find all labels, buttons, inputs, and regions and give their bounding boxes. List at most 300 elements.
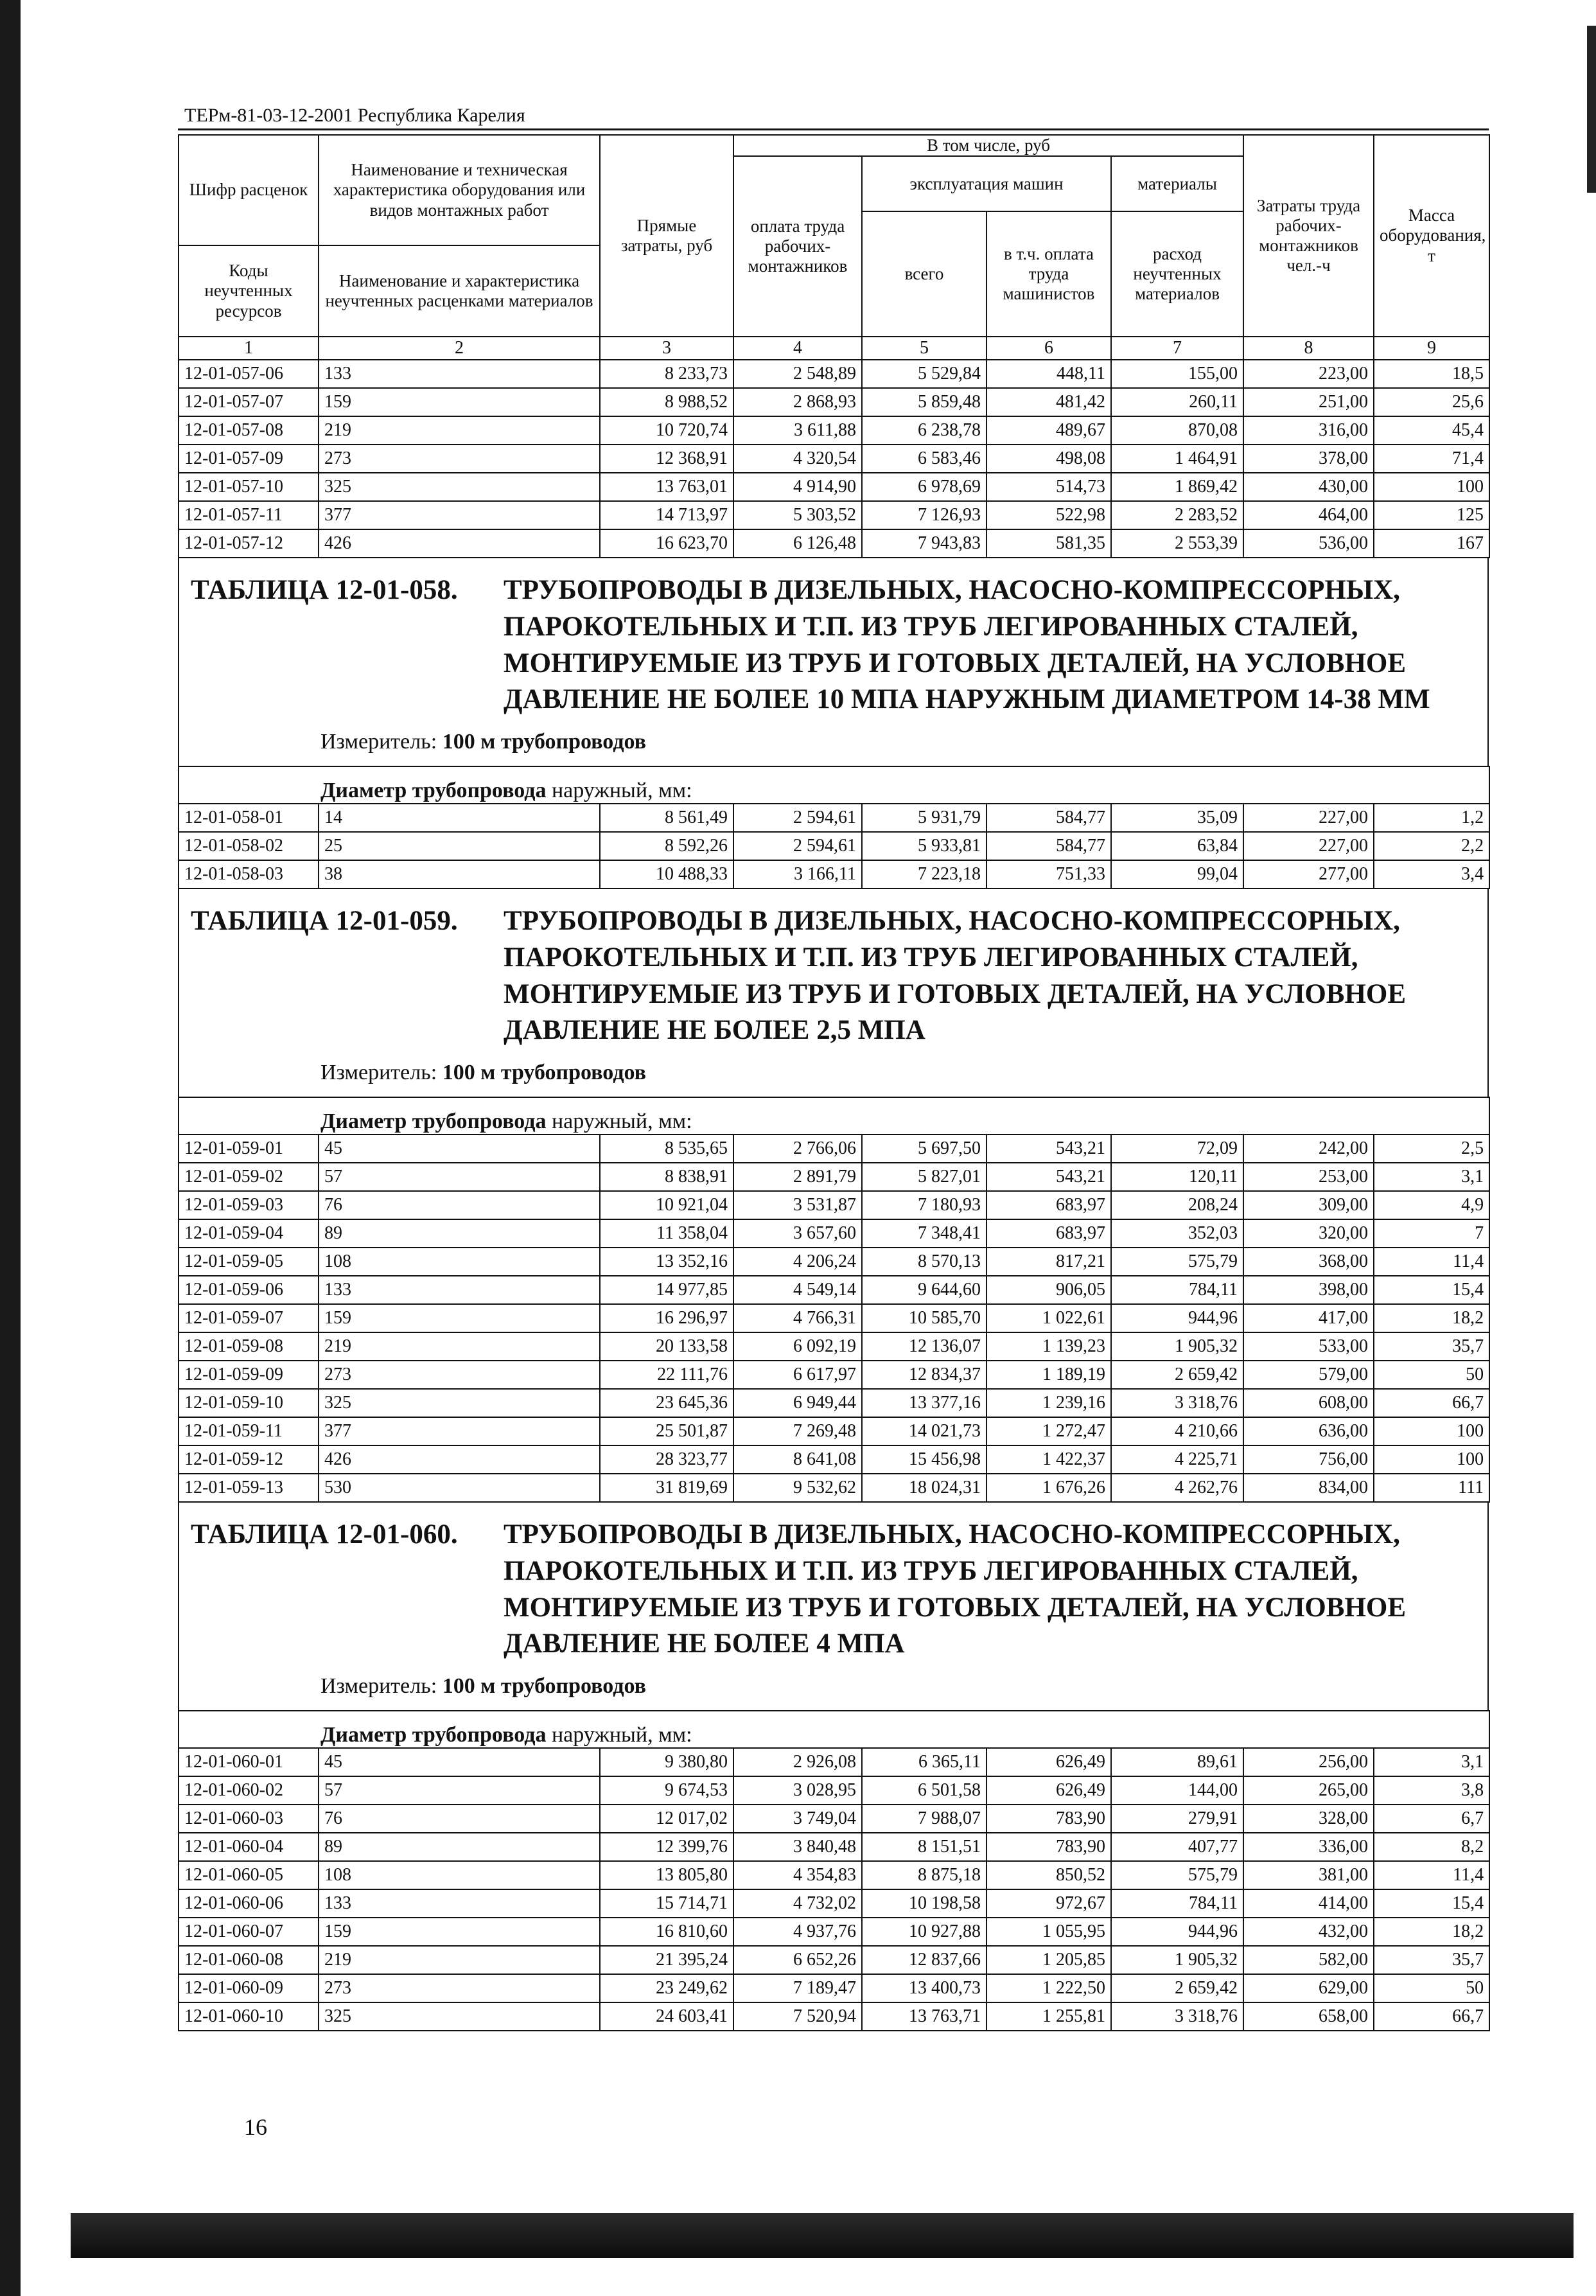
value-cell: 5 827,01 bbox=[862, 1163, 987, 1191]
value-cell: 5 303,52 bbox=[733, 501, 862, 529]
diameter-cell: 325 bbox=[319, 2002, 600, 2031]
value-cell: 1 139,23 bbox=[987, 1332, 1111, 1361]
table-row bbox=[179, 388, 1489, 416]
value-cell: 8 592,26 bbox=[600, 832, 733, 860]
rates-table-057 bbox=[178, 134, 1490, 558]
value-cell: 24 603,41 bbox=[600, 2002, 733, 2031]
table-row bbox=[179, 1417, 1489, 1445]
diameter-cell: 273 bbox=[319, 1361, 600, 1389]
value-cell: 66,7 bbox=[1374, 2002, 1489, 2031]
header-name: Наименование и техническая характеристика оборудования или видов монтажных работ bbox=[319, 135, 600, 245]
diameter-cell: 273 bbox=[319, 1974, 600, 2002]
value-cell: 9 380,80 bbox=[600, 1748, 733, 1776]
table-row bbox=[179, 832, 1489, 860]
header-worker-pay: оплата труда рабочих-монтажников bbox=[733, 156, 862, 337]
table-row bbox=[179, 860, 1489, 888]
diameter-cell: 76 bbox=[319, 1805, 600, 1833]
value-cell: 414,00 bbox=[1243, 1889, 1374, 1918]
value-cell: 378,00 bbox=[1243, 445, 1374, 473]
value-cell: 13 352,16 bbox=[600, 1248, 733, 1276]
value-cell: 7 348,41 bbox=[862, 1219, 987, 1248]
value-cell: 16 810,60 bbox=[600, 1918, 733, 1946]
page-number: 16 bbox=[244, 2114, 267, 2140]
table-row bbox=[179, 1163, 1489, 1191]
value-cell: 23 249,62 bbox=[600, 1974, 733, 2002]
header-group-machines: эксплуатация машин bbox=[862, 156, 1111, 211]
value-cell: 4 914,90 bbox=[733, 473, 862, 501]
diameter-cell: 273 bbox=[319, 445, 600, 473]
value-cell: 608,00 bbox=[1243, 1389, 1374, 1417]
value-cell: 784,11 bbox=[1111, 1276, 1243, 1304]
value-cell: 28 323,77 bbox=[600, 1445, 733, 1474]
table-row bbox=[179, 1474, 1489, 1502]
value-cell: 13 763,71 bbox=[862, 2002, 987, 2031]
value-cell: 5 931,79 bbox=[862, 804, 987, 832]
value-cell: 7 189,47 bbox=[733, 1974, 862, 2002]
value-cell: 9 674,53 bbox=[600, 1776, 733, 1805]
rate-code: 12-01-059-05 bbox=[179, 1248, 319, 1276]
rate-code: 12-01-060-09 bbox=[179, 1974, 319, 2002]
value-cell: 14 713,97 bbox=[600, 501, 733, 529]
table-row bbox=[179, 1861, 1489, 1889]
diameter-cell: 377 bbox=[319, 501, 600, 529]
value-cell: 1 905,32 bbox=[1111, 1332, 1243, 1361]
value-cell: 417,00 bbox=[1243, 1304, 1374, 1332]
value-cell: 430,00 bbox=[1243, 473, 1374, 501]
value-cell: 3,4 bbox=[1374, 860, 1489, 888]
rate-code: 12-01-057-08 bbox=[179, 416, 319, 445]
rate-code: 12-01-057-09 bbox=[179, 445, 319, 473]
value-cell: 14 021,73 bbox=[862, 1417, 987, 1445]
value-cell: 279,91 bbox=[1111, 1805, 1243, 1833]
value-cell: 25 501,87 bbox=[600, 1417, 733, 1445]
value-cell: 7 223,18 bbox=[862, 860, 987, 888]
value-cell: 3 749,04 bbox=[733, 1805, 862, 1833]
diameter-cell: 38 bbox=[319, 860, 600, 888]
header-resource-codes: Коды неучтенных ресурсов bbox=[179, 245, 319, 337]
header-equipment-mass: Масса оборудования, т bbox=[1374, 135, 1489, 337]
diameter-cell: 530 bbox=[319, 1474, 600, 1502]
value-cell: 464,00 bbox=[1243, 501, 1374, 529]
value-cell: 144,00 bbox=[1111, 1776, 1243, 1805]
table-row bbox=[179, 1946, 1489, 1974]
rates-table-060 bbox=[178, 1710, 1490, 2031]
rate-code: 12-01-060-06 bbox=[179, 1889, 319, 1918]
value-cell: 1 869,42 bbox=[1111, 473, 1243, 501]
value-cell: 2 868,93 bbox=[733, 388, 862, 416]
diameter-cell: 133 bbox=[319, 1276, 600, 1304]
header-materials-usage: расход неучтенных материалов bbox=[1111, 211, 1243, 337]
value-cell: 756,00 bbox=[1243, 1445, 1374, 1474]
value-cell: 50 bbox=[1374, 1361, 1489, 1389]
rates-table-059 bbox=[178, 1097, 1490, 1503]
table-058-title: ТРУБОПРОВОДЫ В ДИЗЕЛЬНЫХ, НАСОСНО-КОМПРЕССОРНЫХ, ПАРОКОТЕЛЬНЫХ И Т.П. ИЗ ТРУБ ЛЕГИРОВАННЫХ СТАЛЕЙ, МОНТИРУЕМЫЕ ИЗ ТРУБ И ГОТОВЫХ ДЕТАЛЕЙ, НА УСЛОВНОЕ ДАВЛЕНИЕ НЕ БОЛЕЕ 10 МПА НАРУЖНЫМ ДИАМЕТРОМ 14-38 ММ bbox=[504, 575, 1430, 715]
value-cell: 629,00 bbox=[1243, 1974, 1374, 2002]
table-row bbox=[179, 1248, 1489, 1276]
rate-code: 12-01-059-04 bbox=[179, 1219, 319, 1248]
value-cell: 6 365,11 bbox=[862, 1748, 987, 1776]
diameter-cell: 426 bbox=[319, 529, 600, 558]
value-cell: 18,2 bbox=[1374, 1918, 1489, 1946]
value-cell: 10 927,88 bbox=[862, 1918, 987, 1946]
rate-code: 12-01-059-07 bbox=[179, 1304, 319, 1332]
table-060-measure: Измеритель: 100 м трубопроводов bbox=[320, 1674, 647, 1698]
value-cell: 5 697,50 bbox=[862, 1135, 987, 1163]
rate-code: 12-01-060-10 bbox=[179, 2002, 319, 2031]
value-cell: 514,73 bbox=[987, 473, 1111, 501]
value-cell: 2 891,79 bbox=[733, 1163, 862, 1191]
table-row bbox=[179, 1445, 1489, 1474]
value-cell: 256,00 bbox=[1243, 1748, 1374, 1776]
value-cell: 683,97 bbox=[987, 1219, 1111, 1248]
rate-code: 12-01-059-10 bbox=[179, 1389, 319, 1417]
value-cell: 15 714,71 bbox=[600, 1889, 733, 1918]
value-cell: 489,67 bbox=[987, 416, 1111, 445]
value-cell: 13 400,73 bbox=[862, 1974, 987, 2002]
value-cell: 12 368,91 bbox=[600, 445, 733, 473]
value-cell: 1 422,37 bbox=[987, 1445, 1111, 1474]
table-row bbox=[179, 1776, 1489, 1805]
value-cell: 3 840,48 bbox=[733, 1833, 862, 1861]
value-cell: 1 255,81 bbox=[987, 2002, 1111, 2031]
value-cell: 227,00 bbox=[1243, 804, 1374, 832]
value-cell: 2 659,42 bbox=[1111, 1974, 1243, 2002]
rate-code: 12-01-059-02 bbox=[179, 1163, 319, 1191]
value-cell: 3 531,87 bbox=[733, 1191, 862, 1219]
rate-code: 12-01-058-02 bbox=[179, 832, 319, 860]
value-cell: 7 269,48 bbox=[733, 1417, 862, 1445]
diameter-cell: 25 bbox=[319, 832, 600, 860]
value-cell: 89,61 bbox=[1111, 1748, 1243, 1776]
table-row bbox=[179, 1389, 1489, 1417]
value-cell: 2 659,42 bbox=[1111, 1361, 1243, 1389]
table-row bbox=[179, 1918, 1489, 1946]
value-cell: 1,2 bbox=[1374, 804, 1489, 832]
table-row bbox=[179, 501, 1489, 529]
value-cell: 100 bbox=[1374, 1417, 1489, 1445]
value-cell: 1 205,85 bbox=[987, 1946, 1111, 1974]
value-cell: 8 570,13 bbox=[862, 1248, 987, 1276]
value-cell: 944,96 bbox=[1111, 1304, 1243, 1332]
value-cell: 6 583,46 bbox=[862, 445, 987, 473]
rate-code: 12-01-058-03 bbox=[179, 860, 319, 888]
value-cell: 7 180,93 bbox=[862, 1191, 987, 1219]
value-cell: 4 354,83 bbox=[733, 1861, 862, 1889]
value-cell: 63,84 bbox=[1111, 832, 1243, 860]
value-cell: 155,00 bbox=[1111, 360, 1243, 388]
rate-code: 12-01-059-03 bbox=[179, 1191, 319, 1219]
value-cell: 4 732,02 bbox=[733, 1889, 862, 1918]
value-cell: 4 320,54 bbox=[733, 445, 862, 473]
value-cell: 4 225,71 bbox=[1111, 1445, 1243, 1474]
table-row bbox=[179, 1332, 1489, 1361]
value-cell: 3,8 bbox=[1374, 1776, 1489, 1805]
diameter-cell: 219 bbox=[319, 1946, 600, 1974]
column-index-row: 1 2 3 4 5 6 7 8 9 bbox=[179, 337, 1489, 360]
diameter-cell: 108 bbox=[319, 1861, 600, 1889]
value-cell: 6,7 bbox=[1374, 1805, 1489, 1833]
value-cell: 1 239,16 bbox=[987, 1389, 1111, 1417]
table-row bbox=[179, 1974, 1489, 2002]
value-cell: 120,11 bbox=[1111, 1163, 1243, 1191]
value-cell: 242,00 bbox=[1243, 1135, 1374, 1163]
value-cell: 906,05 bbox=[987, 1276, 1111, 1304]
value-cell: 3 318,76 bbox=[1111, 1389, 1243, 1417]
table-059-diameter-heading: Диаметр трубопровода наружный, мм: bbox=[179, 1097, 1489, 1135]
value-cell: 870,08 bbox=[1111, 416, 1243, 445]
value-cell: 72,09 bbox=[1111, 1135, 1243, 1163]
diameter-cell: 45 bbox=[319, 1135, 600, 1163]
value-cell: 4 206,24 bbox=[733, 1248, 862, 1276]
value-cell: 4,9 bbox=[1374, 1191, 1489, 1219]
value-cell: 7 bbox=[1374, 1219, 1489, 1248]
table-059-label: ТАБЛИЦА 12-01-059. bbox=[191, 906, 458, 936]
value-cell: 100 bbox=[1374, 473, 1489, 501]
value-cell: 626,49 bbox=[987, 1776, 1111, 1805]
scan-edge-bottom bbox=[71, 2213, 1574, 2258]
value-cell: 8 561,49 bbox=[600, 804, 733, 832]
value-cell: 10 585,70 bbox=[862, 1304, 987, 1332]
table-060-diameter-heading: Диаметр трубопровода наружный, мм: bbox=[179, 1711, 1489, 1748]
diameter-cell: 57 bbox=[319, 1163, 600, 1191]
rate-code: 12-01-060-01 bbox=[179, 1748, 319, 1776]
value-cell: 683,97 bbox=[987, 1191, 1111, 1219]
value-cell: 35,7 bbox=[1374, 1946, 1489, 1974]
value-cell: 2 553,39 bbox=[1111, 529, 1243, 558]
value-cell: 10 488,33 bbox=[600, 860, 733, 888]
value-cell: 2 283,52 bbox=[1111, 501, 1243, 529]
rate-code: 12-01-060-02 bbox=[179, 1776, 319, 1805]
value-cell: 5 529,84 bbox=[862, 360, 987, 388]
value-cell: 584,77 bbox=[987, 804, 1111, 832]
value-cell: 972,67 bbox=[987, 1889, 1111, 1918]
value-cell: 4 766,31 bbox=[733, 1304, 862, 1332]
value-cell: 265,00 bbox=[1243, 1776, 1374, 1805]
value-cell: 71,4 bbox=[1374, 445, 1489, 473]
value-cell: 1 022,61 bbox=[987, 1304, 1111, 1332]
value-cell: 14 977,85 bbox=[600, 1276, 733, 1304]
rate-code: 12-01-059-13 bbox=[179, 1474, 319, 1502]
value-cell: 448,11 bbox=[987, 360, 1111, 388]
value-cell: 575,79 bbox=[1111, 1248, 1243, 1276]
value-cell: 260,11 bbox=[1111, 388, 1243, 416]
diameter-cell: 133 bbox=[319, 360, 600, 388]
value-cell: 636,00 bbox=[1243, 1417, 1374, 1445]
table-060-title-block bbox=[178, 1503, 1489, 1710]
value-cell: 4 937,76 bbox=[733, 1918, 862, 1946]
value-cell: 15,4 bbox=[1374, 1889, 1489, 1918]
rates-table-058 bbox=[178, 766, 1490, 889]
value-cell: 3 318,76 bbox=[1111, 2002, 1243, 2031]
table-row bbox=[179, 1833, 1489, 1861]
table-row bbox=[179, 360, 1489, 388]
value-cell: 944,96 bbox=[1111, 1918, 1243, 1946]
value-cell: 2,2 bbox=[1374, 832, 1489, 860]
value-cell: 2 926,08 bbox=[733, 1748, 862, 1776]
table-row bbox=[179, 2002, 1489, 2031]
scan-edge-left bbox=[0, 0, 21, 2296]
value-cell: 336,00 bbox=[1243, 1833, 1374, 1861]
table-row bbox=[179, 416, 1489, 445]
value-cell: 8 641,08 bbox=[733, 1445, 862, 1474]
value-cell: 12 136,07 bbox=[862, 1332, 987, 1361]
rate-code: 12-01-059-01 bbox=[179, 1135, 319, 1163]
value-cell: 13 377,16 bbox=[862, 1389, 987, 1417]
value-cell: 125 bbox=[1374, 501, 1489, 529]
value-cell: 11 358,04 bbox=[600, 1219, 733, 1248]
value-cell: 4 210,66 bbox=[1111, 1417, 1243, 1445]
value-cell: 4 262,76 bbox=[1111, 1474, 1243, 1502]
table-058-title-block bbox=[178, 558, 1489, 766]
table-row bbox=[179, 1219, 1489, 1248]
value-cell: 22 111,76 bbox=[600, 1361, 733, 1389]
value-cell: 658,00 bbox=[1243, 2002, 1374, 2031]
table-row bbox=[179, 1135, 1489, 1163]
value-cell: 9 644,60 bbox=[862, 1276, 987, 1304]
header-labor-hours: Затраты труда рабочих-монтажников чел.-ч bbox=[1243, 135, 1374, 337]
value-cell: 481,42 bbox=[987, 388, 1111, 416]
rate-code: 12-01-059-06 bbox=[179, 1276, 319, 1304]
rate-code: 12-01-057-06 bbox=[179, 360, 319, 388]
value-cell: 8 988,52 bbox=[600, 388, 733, 416]
value-cell: 18,2 bbox=[1374, 1304, 1489, 1332]
value-cell: 35,7 bbox=[1374, 1332, 1489, 1361]
value-cell: 320,00 bbox=[1243, 1219, 1374, 1248]
value-cell: 368,00 bbox=[1243, 1248, 1374, 1276]
value-cell: 111 bbox=[1374, 1474, 1489, 1502]
value-cell: 10 198,58 bbox=[862, 1889, 987, 1918]
value-cell: 11,4 bbox=[1374, 1861, 1489, 1889]
value-cell: 1 464,91 bbox=[1111, 445, 1243, 473]
table-row bbox=[179, 804, 1489, 832]
rate-code: 12-01-060-04 bbox=[179, 1833, 319, 1861]
value-cell: 1 676,26 bbox=[987, 1474, 1111, 1502]
header-group-including: В том числе, руб bbox=[733, 135, 1243, 156]
value-cell: 5 859,48 bbox=[862, 388, 987, 416]
value-cell: 1 055,95 bbox=[987, 1918, 1111, 1946]
value-cell: 66,7 bbox=[1374, 1389, 1489, 1417]
value-cell: 1 189,19 bbox=[987, 1361, 1111, 1389]
value-cell: 31 819,69 bbox=[600, 1474, 733, 1502]
value-cell: 328,00 bbox=[1243, 1805, 1374, 1833]
rate-code: 12-01-058-01 bbox=[179, 804, 319, 832]
value-cell: 575,79 bbox=[1111, 1861, 1243, 1889]
rate-code: 12-01-060-05 bbox=[179, 1861, 319, 1889]
rate-code: 12-01-059-11 bbox=[179, 1417, 319, 1445]
value-cell: 23 645,36 bbox=[600, 1389, 733, 1417]
value-cell: 579,00 bbox=[1243, 1361, 1374, 1389]
value-cell: 3 657,60 bbox=[733, 1219, 862, 1248]
value-cell: 834,00 bbox=[1243, 1474, 1374, 1502]
value-cell: 6 501,58 bbox=[862, 1776, 987, 1805]
rate-code: 12-01-057-07 bbox=[179, 388, 319, 416]
value-cell: 6 617,97 bbox=[733, 1361, 862, 1389]
diameter-cell: 133 bbox=[319, 1889, 600, 1918]
table-row bbox=[179, 445, 1489, 473]
value-cell: 35,09 bbox=[1111, 804, 1243, 832]
value-cell: 543,21 bbox=[987, 1135, 1111, 1163]
value-cell: 12 834,37 bbox=[862, 1361, 987, 1389]
value-cell: 2,5 bbox=[1374, 1135, 1489, 1163]
value-cell: 12 837,66 bbox=[862, 1946, 987, 1974]
value-cell: 352,03 bbox=[1111, 1219, 1243, 1248]
diameter-cell: 14 bbox=[319, 804, 600, 832]
value-cell: 8 838,91 bbox=[600, 1163, 733, 1191]
value-cell: 12 399,76 bbox=[600, 1833, 733, 1861]
table-058-label: ТАБЛИЦА 12-01-058. bbox=[191, 575, 458, 605]
value-cell: 398,00 bbox=[1243, 1276, 1374, 1304]
value-cell: 432,00 bbox=[1243, 1918, 1374, 1946]
value-cell: 543,21 bbox=[987, 1163, 1111, 1191]
table-059-measure: Измеритель: 100 м трубопроводов bbox=[320, 1061, 647, 1084]
value-cell: 2 548,89 bbox=[733, 360, 862, 388]
value-cell: 581,35 bbox=[987, 529, 1111, 558]
value-cell: 8 233,73 bbox=[600, 360, 733, 388]
diameter-cell: 45 bbox=[319, 1748, 600, 1776]
value-cell: 7 943,83 bbox=[862, 529, 987, 558]
value-cell: 5 933,81 bbox=[862, 832, 987, 860]
value-cell: 8 535,65 bbox=[600, 1135, 733, 1163]
diameter-cell: 76 bbox=[319, 1191, 600, 1219]
table-row bbox=[179, 1748, 1489, 1776]
value-cell: 8 151,51 bbox=[862, 1833, 987, 1861]
value-cell: 253,00 bbox=[1243, 1163, 1374, 1191]
value-cell: 6 092,19 bbox=[733, 1332, 862, 1361]
diameter-cell: 89 bbox=[319, 1219, 600, 1248]
table-row bbox=[179, 529, 1489, 558]
header-machinist-pay: в т.ч. оплата труда машинистов bbox=[987, 211, 1111, 337]
value-cell: 277,00 bbox=[1243, 860, 1374, 888]
value-cell: 498,08 bbox=[987, 445, 1111, 473]
value-cell: 6 126,48 bbox=[733, 529, 862, 558]
diameter-cell: 57 bbox=[319, 1776, 600, 1805]
diameter-cell: 159 bbox=[319, 1918, 600, 1946]
value-cell: 3,1 bbox=[1374, 1748, 1489, 1776]
value-cell: 817,21 bbox=[987, 1248, 1111, 1276]
table-060-label: ТАБЛИЦА 12-01-060. bbox=[191, 1519, 458, 1550]
value-cell: 208,24 bbox=[1111, 1191, 1243, 1219]
value-cell: 850,52 bbox=[987, 1861, 1111, 1889]
diameter-cell: 89 bbox=[319, 1833, 600, 1861]
diameter-cell: 159 bbox=[319, 388, 600, 416]
value-cell: 16 623,70 bbox=[600, 529, 733, 558]
table-059-title-block bbox=[178, 889, 1489, 1097]
rate-code: 12-01-059-12 bbox=[179, 1445, 319, 1474]
value-cell: 6 238,78 bbox=[862, 416, 987, 445]
value-cell: 584,77 bbox=[987, 832, 1111, 860]
value-cell: 13 805,80 bbox=[600, 1861, 733, 1889]
rate-code: 12-01-057-12 bbox=[179, 529, 319, 558]
table-059-title: ТРУБОПРОВОДЫ В ДИЗЕЛЬНЫХ, НАСОСНО-КОМПРЕССОРНЫХ, ПАРОКОТЕЛЬНЫХ И Т.П. ИЗ ТРУБ ЛЕГИРОВАННЫХ СТАЛЕЙ, МОНТИРУЕМЫЕ ИЗ ТРУБ И ГОТОВЫХ ДЕТАЛЕЙ, НА УСЛОВНОЕ ДАВЛЕНИЕ НЕ БОЛЕЕ 2,5 МПА bbox=[504, 906, 1407, 1046]
value-cell: 3 611,88 bbox=[733, 416, 862, 445]
value-cell: 626,49 bbox=[987, 1748, 1111, 1776]
value-cell: 751,33 bbox=[987, 860, 1111, 888]
value-cell: 3,1 bbox=[1374, 1163, 1489, 1191]
value-cell: 1 905,32 bbox=[1111, 1946, 1243, 1974]
header-group-materials: материалы bbox=[1111, 156, 1243, 211]
value-cell: 10 720,74 bbox=[600, 416, 733, 445]
value-cell: 50 bbox=[1374, 1974, 1489, 2002]
value-cell: 15,4 bbox=[1374, 1276, 1489, 1304]
table-058-measure: Измеритель: 100 м трубопроводов bbox=[320, 730, 647, 754]
diameter-cell: 426 bbox=[319, 1445, 600, 1474]
table-row bbox=[179, 1361, 1489, 1389]
diameter-cell: 219 bbox=[319, 1332, 600, 1361]
value-cell: 309,00 bbox=[1243, 1191, 1374, 1219]
diameter-cell: 325 bbox=[319, 1389, 600, 1417]
value-cell: 6 978,69 bbox=[862, 473, 987, 501]
value-cell: 536,00 bbox=[1243, 529, 1374, 558]
